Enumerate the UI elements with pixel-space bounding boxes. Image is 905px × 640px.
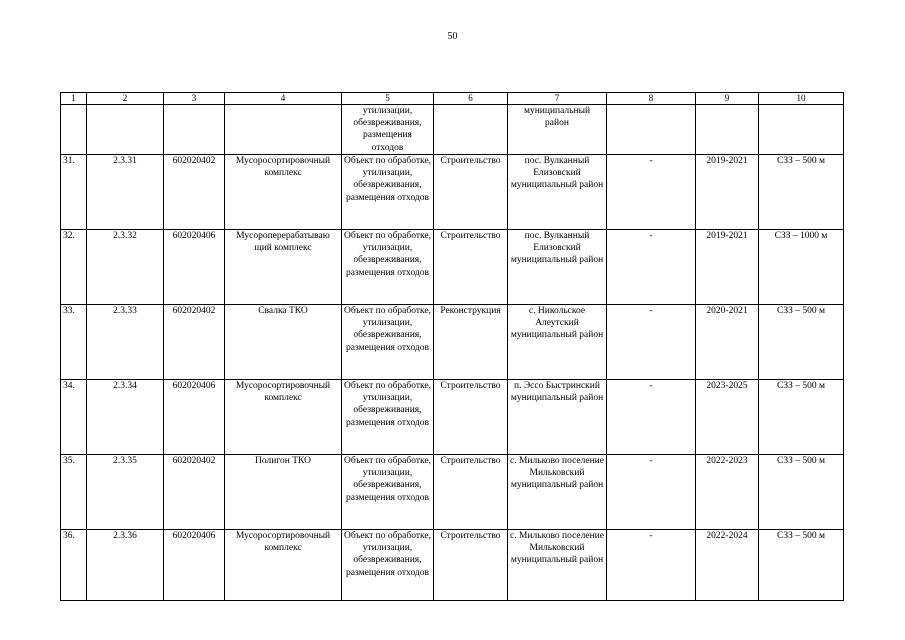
cell-number: 35. xyxy=(61,455,87,530)
cell-purpose: Объект по обработке, утилизации, обезвреживания, размещения отходов xyxy=(342,230,434,305)
cell xyxy=(61,105,87,155)
cell-work-type: Строительство xyxy=(434,380,508,455)
header-cell: 7 xyxy=(508,93,607,105)
cell-number: 32. xyxy=(61,230,87,305)
cell-okpd-code: 602020406 xyxy=(164,530,225,601)
cell-period: 2019-2021 xyxy=(696,230,759,305)
header-cell: 5 xyxy=(342,93,434,105)
cell-okpd-code: 602020402 xyxy=(164,305,225,380)
cell-code: 2.3.36 xyxy=(87,530,164,601)
header-cell: 10 xyxy=(759,93,844,105)
cell-period: 2023-2025 xyxy=(696,380,759,455)
cell-purpose: Объект по обработке, утилизации, обезвреживания, размещения отходов xyxy=(342,155,434,230)
table-row xyxy=(61,455,844,530)
header-cell: 9 xyxy=(696,93,759,105)
cell-period: 2020-2021 xyxy=(696,305,759,380)
cell-code: 2.3.32 xyxy=(87,230,164,305)
cell xyxy=(759,105,844,155)
header-cell: 3 xyxy=(164,93,225,105)
cell xyxy=(164,105,225,155)
header-cell: 2 xyxy=(87,93,164,105)
cell-work-type: Строительство xyxy=(434,155,508,230)
cell-location: с. Мильково поселение Мильковский муниципальный район xyxy=(508,455,607,530)
cell-code: 2.3.35 xyxy=(87,455,164,530)
cell-purpose: Объект по обработке, утилизации, обезвреживания, размещения отходов xyxy=(342,455,434,530)
cell xyxy=(87,105,164,155)
cell-protection-zone: СЗЗ – 500 м xyxy=(759,455,844,530)
cell-col8: - xyxy=(607,380,696,455)
table-row xyxy=(61,230,844,305)
cell-okpd-code: 602020406 xyxy=(164,230,225,305)
cell-period: 2022-2023 xyxy=(696,455,759,530)
cell-work-type: Строительство xyxy=(434,530,508,601)
cell-location: с. Мильково поселение Мильковский муниципальный район xyxy=(508,530,607,601)
cell-location: пос. Вулканный Елизовский муниципальный район xyxy=(508,155,607,230)
cell-code: 2.3.33 xyxy=(87,305,164,380)
header-cell: 4 xyxy=(225,93,342,105)
cell-period: 2022-2024 xyxy=(696,530,759,601)
cell-work-type: Строительство xyxy=(434,230,508,305)
cell xyxy=(225,105,342,155)
header-row xyxy=(61,93,844,105)
cell-object-name: Свалка ТКО xyxy=(225,305,342,380)
cell xyxy=(696,105,759,155)
cell-col8: - xyxy=(607,230,696,305)
cell-location: муниципальный район xyxy=(508,105,607,155)
cell-location: пос. Вулканный Елизовский муниципальный район xyxy=(508,230,607,305)
cell-purpose: Объект по обработке, утилизации, обезвреживания, размещения отходов xyxy=(342,305,434,380)
cell-purpose: Объект по обработке, утилизации, обезвреживания, размещения отходов xyxy=(342,530,434,601)
cell-okpd-code: 602020402 xyxy=(164,155,225,230)
cell-location: с. Никольское Алеутский муниципальный район xyxy=(508,305,607,380)
cell-number: 34. xyxy=(61,380,87,455)
cell-location: п. Эссо Быстринский муниципальный район xyxy=(508,380,607,455)
table-row xyxy=(61,380,844,455)
cell-col8: - xyxy=(607,455,696,530)
cell-period: 2019-2021 xyxy=(696,155,759,230)
cell-protection-zone: СЗЗ – 500 м xyxy=(759,530,844,601)
cell-purpose: Объект по обработке, утилизации, обезвреживания, размещения отходов xyxy=(342,380,434,455)
cell-col8: - xyxy=(607,305,696,380)
cell-protection-zone: СЗЗ – 500 м xyxy=(759,380,844,455)
cell-object-name: Мусоросортировочный комплекс xyxy=(225,155,342,230)
cell-work-type: Строительство xyxy=(434,455,508,530)
cell xyxy=(607,105,696,155)
table-row xyxy=(61,530,844,601)
cell-number: 36. xyxy=(61,530,87,601)
register-table xyxy=(60,92,844,601)
header-cell: 6 xyxy=(434,93,508,105)
cell-code: 2.3.31 xyxy=(87,155,164,230)
page-number: 50 xyxy=(447,31,458,42)
cell-number: 31. xyxy=(61,155,87,230)
cell-col8: - xyxy=(607,155,696,230)
continuation-row xyxy=(61,105,844,155)
cell-number: 33. xyxy=(61,305,87,380)
cell-protection-zone: СЗЗ – 500 м xyxy=(759,155,844,230)
cell-work-type: Реконструкция xyxy=(434,305,508,380)
cell-purpose: утилизации, обезвреживания, размещения отходов xyxy=(342,105,434,155)
cell-object-name: Мусороперерабатываю щий комплекс xyxy=(225,230,342,305)
cell-protection-zone: СЗЗ – 500 м xyxy=(759,305,844,380)
cell-protection-zone: СЗЗ – 1000 м xyxy=(759,230,844,305)
cell-object-name: Мусоросортировочный комплекс xyxy=(225,530,342,601)
cell-okpd-code: 602020406 xyxy=(164,380,225,455)
cell-object-name: Полигон ТКО xyxy=(225,455,342,530)
table-row xyxy=(61,155,844,230)
table-row xyxy=(61,305,844,380)
header-cell: 1 xyxy=(61,93,87,105)
cell-object-name: Мусоросортировочный комплекс xyxy=(225,380,342,455)
header-cell: 8 xyxy=(607,93,696,105)
cell-col8: - xyxy=(607,530,696,601)
cell xyxy=(434,105,508,155)
cell-code: 2.3.34 xyxy=(87,380,164,455)
cell-okpd-code: 602020402 xyxy=(164,455,225,530)
